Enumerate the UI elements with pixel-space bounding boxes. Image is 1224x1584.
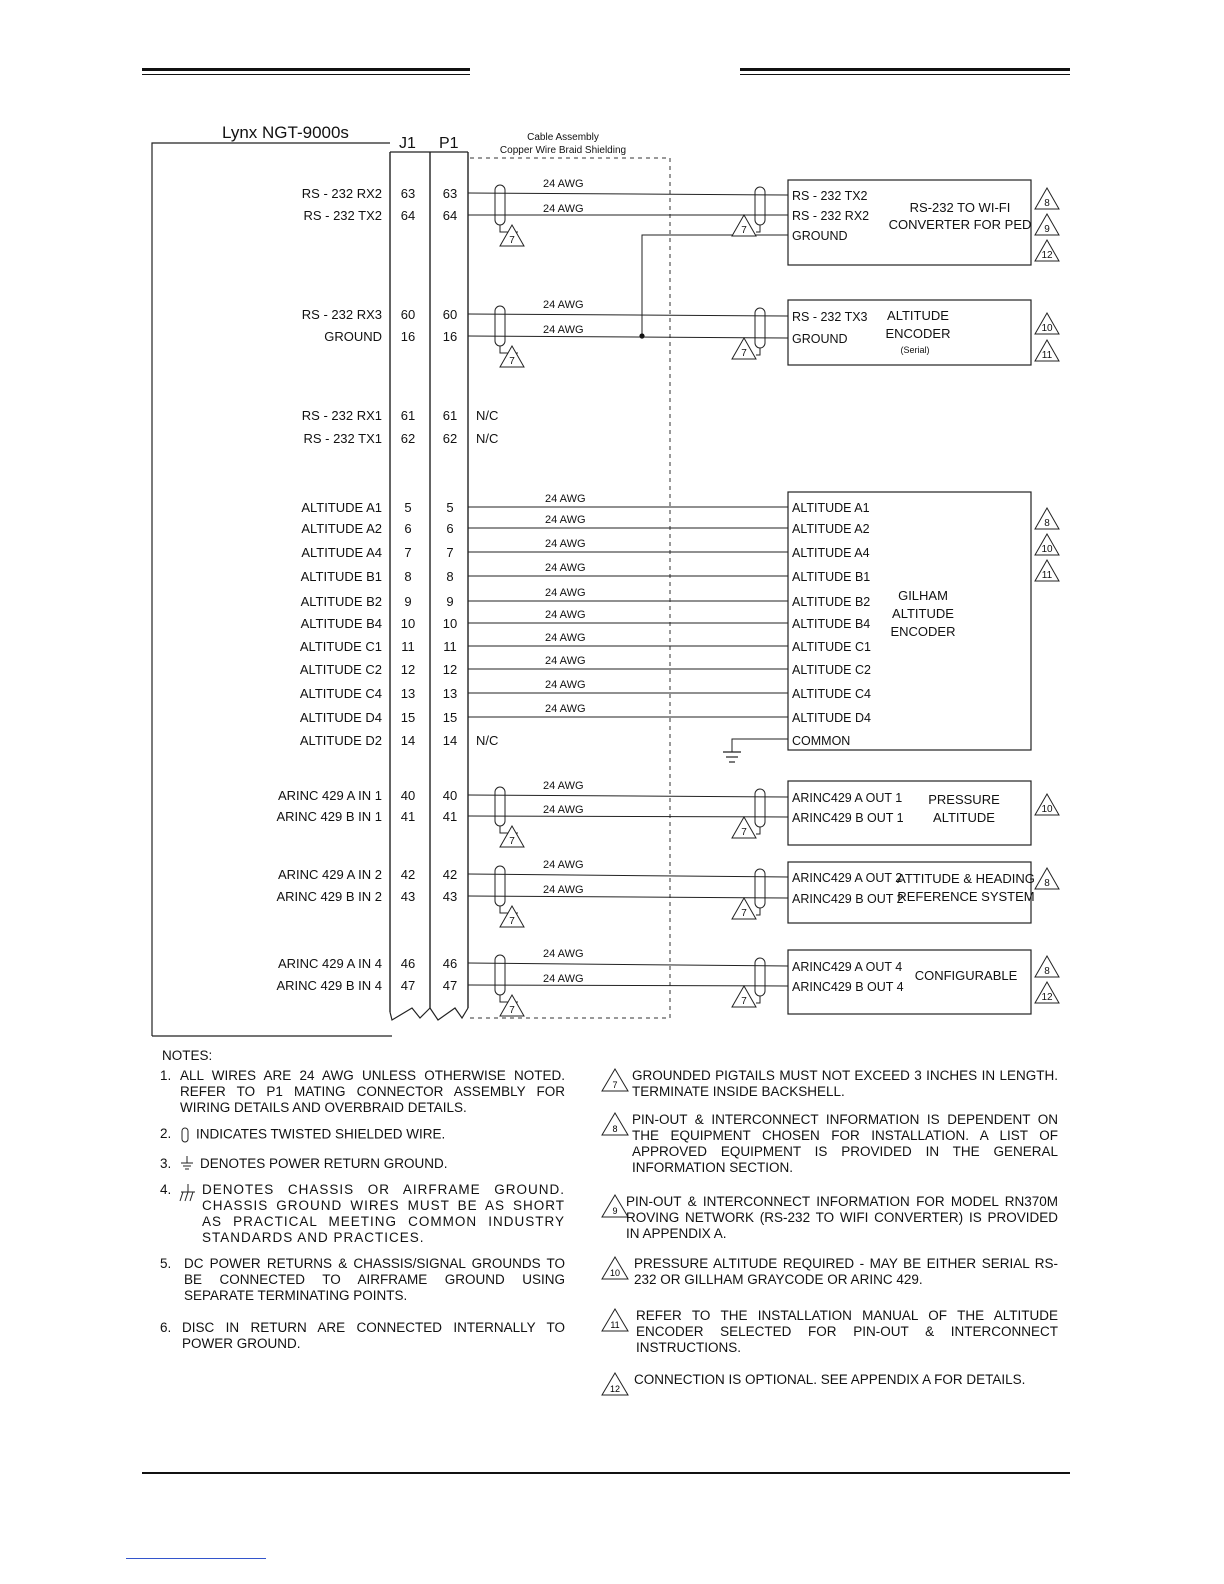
pigtail-note-triangle — [732, 986, 756, 1007]
p1-pin-number: 43 — [442, 889, 458, 904]
triangle-icon — [600, 1068, 630, 1092]
twisted-shielded-wire-icon — [755, 958, 765, 996]
j1-pin-number: 11 — [401, 639, 415, 654]
twisted-shielded-wire-icon — [495, 306, 505, 346]
j1-pin-number: 42 — [400, 867, 416, 882]
pin-signal-name: GROUND — [324, 329, 382, 344]
equipment-title: REFERENCE SYSTEM — [897, 889, 1035, 904]
wire-gauge-label: 24 AWG — [545, 655, 586, 667]
equipment-note-triangle — [1035, 794, 1059, 815]
wire-gauge-label: 24 AWG — [545, 703, 586, 715]
triangle-icon — [600, 1308, 630, 1332]
grounded-pigtail — [756, 225, 760, 232]
equipment-pin-name: ALTITUDE B2 — [792, 595, 871, 609]
equipment-arinc4 — [788, 950, 1031, 1014]
grounded-pigtail — [756, 908, 760, 915]
note-text: DENOTES POWER RETURN GROUND. — [200, 1156, 448, 1171]
note-ref-number: 7 — [509, 836, 515, 847]
pin-signal-name: ALTITUDE A4 — [301, 545, 382, 560]
equipment-pin-name: ALTITUDE A2 — [792, 522, 870, 536]
wire-gauge-label: 24 AWG — [543, 948, 584, 960]
wire — [468, 963, 788, 966]
equipment-title: ENCODER — [890, 624, 956, 639]
equipment-title: GILHAM — [898, 588, 948, 603]
pin-signal-name: ALTITUDE A2 — [301, 521, 382, 536]
wire-gauge-label: 24 AWG — [545, 538, 586, 550]
pigtail-note-triangle — [732, 817, 756, 838]
p1-pin-number: 60 — [442, 307, 458, 322]
wire-gauge-label: 24 AWG — [545, 562, 586, 574]
p1-pin-number: 7 — [446, 545, 454, 560]
wire-gauge-label: 24 AWG — [543, 973, 584, 985]
p1-pin-number: 6 — [446, 521, 454, 536]
equipment-pin-name: COMMON — [792, 734, 851, 748]
p1-pin-number: 61 — [442, 408, 458, 423]
j1-label: J1 — [399, 135, 416, 152]
equipment-note-triangle — [1035, 982, 1059, 1003]
equipment-pin-name: ALTITUDE C4 — [792, 687, 871, 701]
footer-rule — [142, 1472, 1070, 1474]
wire-gauge-label: 24 AWG — [543, 178, 584, 190]
equipment-note-triangle — [1035, 534, 1059, 555]
equipment-serial — [788, 300, 1031, 365]
pin-signal-name: ARINC 429 A IN 4 — [277, 956, 382, 971]
device-title: Lynx NGT-9000s — [222, 123, 349, 142]
j1-pin-number: 43 — [400, 889, 416, 904]
note-ref-number: 7 — [741, 996, 747, 1007]
p1-pin-number: 41 — [442, 809, 458, 824]
wire-gauge-label: 24 AWG — [543, 203, 584, 215]
equipment-note-triangle — [1035, 956, 1059, 977]
pin-signal-name: ARINC 429 A IN 2 — [277, 867, 382, 882]
p1-pin-number: 62 — [442, 431, 458, 446]
pin-signal-name: ALTITUDE B2 — [300, 594, 382, 609]
p1-pin-number: 42 — [442, 867, 458, 882]
equipment-note-triangle — [1035, 214, 1059, 235]
equipment-pin-name: ALTITUDE A1 — [792, 501, 870, 515]
note-ref-number: 7 — [741, 348, 747, 359]
pin-signal-name: ALTITUDE D2 — [299, 733, 382, 748]
note-number: 2. — [160, 1126, 172, 1141]
note-number: 5. — [160, 1256, 172, 1271]
wire — [468, 985, 788, 986]
note-ref-number: 10 — [1041, 804, 1053, 815]
equipment-pin-name: ALTITUDE C2 — [792, 663, 871, 677]
p1-pin-number: 15 — [442, 710, 458, 725]
pigtail-note-triangle — [500, 826, 524, 847]
note-ref-number: 7 — [509, 1005, 515, 1016]
pin-signal-name: ARINC 429 B IN 2 — [276, 889, 382, 904]
equipment-note-triangle — [1035, 340, 1059, 361]
note-ref-number: 8 — [1044, 198, 1050, 209]
j1-pin-number: 10 — [400, 616, 416, 631]
equipment-title: CONFIGURABLE — [914, 968, 1018, 983]
pin-signal-name: RS - 232 RX1 — [301, 408, 382, 423]
j1-pin-number: 6 — [404, 521, 412, 536]
power-ground-icon — [180, 1156, 194, 1172]
wire-gauge-label: 24 AWG — [543, 804, 584, 816]
j1-pin-number: 46 — [400, 956, 416, 971]
j1-pin-number: 5 — [404, 500, 412, 515]
j1-pin-number: 14 — [400, 733, 416, 748]
grounded-pigtail — [756, 348, 760, 355]
equipment-pin-name: ARINC429 B OUT 1 — [792, 811, 904, 825]
no-connect-label: N/C — [476, 408, 499, 423]
p1-pin-number: 11 — [443, 639, 457, 654]
equipment-note-triangle — [1035, 508, 1059, 529]
j1-pin-number: 13 — [400, 686, 416, 701]
pin-signal-name: ALTITUDE C4 — [299, 686, 382, 701]
equipment-title: ALTITUDE — [887, 308, 949, 323]
pigtail-note-triangle — [732, 215, 756, 236]
wire — [468, 816, 788, 817]
wire-gauge-label: 24 AWG — [545, 679, 586, 691]
note-number: 7 — [612, 1080, 618, 1090]
equipment-wifi — [788, 180, 1031, 265]
note-text: CONNECTION IS OPTIONAL. SEE APPENDIX A FOR DETAILS. — [634, 1372, 1026, 1387]
pin-signal-name: ALTITUDE C2 — [299, 662, 382, 677]
wire — [468, 795, 788, 797]
equipment-pin-name: ARINC429 A OUT 2 — [792, 871, 903, 885]
equipment-note-triangle — [1035, 313, 1059, 334]
p1-pin-number: 10 — [442, 616, 458, 631]
equipment-pin-name: RS - 232 TX2 — [792, 189, 868, 203]
note-text: DISC IN RETURN ARE CONNECTED INTERNALLY TO POWER GROUND. — [182, 1320, 565, 1351]
note-ref-number: 7 — [509, 356, 515, 367]
equipment-pin-name: ARINC429 A OUT 1 — [792, 791, 903, 805]
pigtail-note-triangle — [732, 898, 756, 919]
wire-gauge-label: 24 AWG — [543, 884, 584, 896]
pin-signal-name: ARINC 429 B IN 1 — [276, 809, 382, 824]
wire-gauge-label: 24 AWG — [545, 632, 586, 644]
cable-label-2: Copper Wire Braid Shielding — [499, 145, 627, 156]
wire — [468, 193, 788, 195]
equipment-pin-name: ALTITUDE C1 — [792, 640, 871, 654]
equipment-title: RS-232 TO WI-FI — [909, 200, 1011, 215]
note-number: 1. — [160, 1068, 172, 1083]
equipment-pin-name: GROUND — [792, 332, 848, 346]
pigtail-note-triangle — [500, 906, 524, 927]
pin-signal-name: ALTITUDE A1 — [301, 500, 382, 515]
p1-pin-number: 13 — [442, 686, 458, 701]
j1-pin-number: 15 — [400, 710, 416, 725]
note-text: DC POWER RETURNS & CHASSIS/SIGNAL GROUNDS TO BE CONNECTED TO AIRFRAME GROUND USING SEPARATE TERMINATING POINTS. — [184, 1256, 565, 1303]
connector-break — [390, 1008, 430, 1020]
equipment-pin-name: ALTITUDE B4 — [792, 617, 871, 631]
note-ref-number: 10 — [1041, 323, 1053, 334]
note-ref-number: 7 — [509, 916, 515, 927]
equipment-note-triangle — [1035, 240, 1059, 261]
p1-pin-number: 12 — [442, 662, 458, 677]
pin-signal-name: RS - 232 RX2 — [301, 186, 382, 201]
note-number: 6. — [160, 1320, 172, 1335]
j1-pin-number: 12 — [400, 662, 416, 677]
note-text: REFER TO THE INSTALLATION MANUAL OF THE ALTITUDE ENCODER SELECTED FOR PIN-OUT & INTERCONNECT INSTRUCTIONS. — [636, 1308, 1058, 1355]
pigtail-note-triangle — [732, 338, 756, 359]
cable-label-1: Cable Assembly — [527, 132, 599, 143]
wire-gauge-label: 24 AWG — [543, 299, 584, 311]
twisted-shielded-wire-icon — [180, 1126, 190, 1144]
pigtail-note-triangle — [500, 225, 524, 246]
p1-pin-number: 40 — [442, 788, 458, 803]
grounded-pigtail — [756, 827, 760, 834]
note-text: INDICATES TWISTED SHIELDED WIRE. — [196, 1126, 446, 1142]
ground-jumper-wire — [642, 235, 788, 336]
wire — [468, 896, 788, 898]
twisted-shielded-wire-icon — [755, 308, 765, 348]
note-ref-number: 7 — [741, 827, 747, 838]
wire-gauge-label: 24 AWG — [545, 587, 586, 599]
wire — [468, 874, 788, 877]
equipment-title: ATTITUDE & HEADING — [897, 871, 1035, 886]
twisted-shielded-wire-icon — [495, 787, 505, 826]
twisted-shielded-wire-icon — [755, 789, 765, 827]
note-number: 9 — [612, 1206, 618, 1216]
equipment-note-triangle — [1035, 188, 1059, 209]
note-text: PIN-OUT & INTERCONNECT INFORMATION IS DEPENDENT ON THE EQUIPMENT CHOSEN FOR INSTALLATION. A LIST OF APPROVED EQUIPMENT IS PROVIDED IN THE GENERAL INFORMATION SECTION. — [632, 1112, 1058, 1175]
j1-pin-number: 9 — [404, 594, 412, 609]
j1-pin-number: 64 — [400, 208, 416, 223]
pin-signal-name: ALTITUDE B1 — [300, 569, 382, 584]
equipment-pin-name: RS - 232 RX2 — [792, 209, 870, 223]
j1-pin-number: 40 — [400, 788, 416, 803]
note-ref-number: 8 — [1044, 878, 1050, 889]
p1-pin-number: 64 — [442, 208, 458, 223]
pin-signal-name: RS - 232 TX2 — [303, 208, 382, 223]
notes-heading: NOTES: — [162, 1048, 213, 1063]
p1-pin-number: 14 — [442, 733, 458, 748]
note-ref-number: 8 — [1044, 966, 1050, 977]
equipment-note-triangle — [1035, 868, 1059, 889]
wire — [468, 336, 788, 338]
power-ground-icon — [723, 752, 741, 762]
p1-pin-number: 9 — [446, 594, 454, 609]
no-connect-label: N/C — [476, 431, 499, 446]
p1-pin-number: 5 — [446, 500, 454, 515]
ground-junction-dot — [639, 333, 644, 338]
note-ref-number: 11 — [1041, 350, 1053, 361]
j1-pin-number: 62 — [400, 431, 416, 446]
note-number: 12 — [609, 1384, 621, 1394]
note-text: PRESSURE ALTITUDE REQUIRED - MAY BE EITHER SERIAL RS-232 OR GILLHAM GRAYCODE OR ARINC 429. — [634, 1256, 1058, 1287]
equipment-pin-name: ALTITUDE B1 — [792, 570, 871, 584]
pin-signal-name: ALTITUDE C1 — [299, 639, 382, 654]
note-ref-number: 7 — [741, 225, 747, 236]
twisted-shielded-wire-icon — [495, 866, 505, 906]
footer-link-underline — [126, 1558, 266, 1559]
p1-pin-number: 46 — [442, 956, 458, 971]
note-ref-number: 12 — [1041, 992, 1053, 1003]
j1-pin-number: 7 — [404, 545, 412, 560]
equipment-title: CONVERTER FOR PED — [888, 217, 1032, 232]
equipment-title: ALTITUDE — [933, 810, 995, 825]
note-text: DENOTES CHASSIS OR AIRFRAME GROUND. CHASSIS GROUND WIRES MUST BE AS SHORT AS PRACTICAL MEETING COMMON INDUSTRY STANDARDS AND PRACTICES. — [202, 1182, 565, 1245]
p1-pin-number: 47 — [442, 978, 458, 993]
wire-gauge-label: 24 AWG — [545, 514, 586, 526]
equipment-pin-name: ARINC429 B OUT 4 — [792, 980, 904, 994]
equipment-subtitle: (Serial) — [900, 345, 930, 355]
j1-pin-number: 63 — [400, 186, 416, 201]
note-text: PIN-OUT & INTERCONNECT INFORMATION FOR MODEL RN370M ROVING NETWORK (RS-232 TO WIFI CONVERTER) IS PROVIDED IN APPENDIX A. — [626, 1194, 1058, 1241]
note-ref-number: 11 — [1041, 570, 1053, 581]
j1-pin-number: 60 — [400, 307, 416, 322]
chassis-ground-icon — [178, 1184, 196, 1204]
equipment-pin-name: ARINC429 B OUT 2 — [792, 892, 904, 906]
triangle-icon — [600, 1372, 630, 1396]
wire — [468, 314, 788, 316]
j1-pin-number: 16 — [400, 329, 416, 344]
no-connect-label: N/C — [476, 733, 499, 748]
equipment-gilham — [788, 492, 1031, 750]
equipment-pin-name: ARINC429 A OUT 4 — [792, 960, 903, 974]
grounded-pigtail — [756, 996, 760, 1003]
pin-signal-name: RS - 232 TX1 — [303, 431, 382, 446]
p1-pin-number: 8 — [446, 569, 454, 584]
equipment-pin-name: ALTITUDE A4 — [792, 546, 870, 560]
note-ref-number: 10 — [1041, 544, 1053, 555]
twisted-shielded-wire-icon — [495, 185, 505, 225]
pigtail-note-triangle — [500, 346, 524, 367]
note-number: 4. — [160, 1182, 172, 1197]
note-number: 10 — [609, 1268, 621, 1278]
pin-signal-name: ARINC 429 B IN 4 — [276, 978, 382, 993]
note-number: 8 — [612, 1124, 618, 1134]
pin-signal-name: RS - 232 RX3 — [301, 307, 382, 322]
note-ref-number: 8 — [1044, 518, 1050, 529]
note-number: 11 — [610, 1320, 620, 1330]
note-number: 3. — [160, 1156, 172, 1171]
equipment-arinc2 — [788, 862, 1035, 923]
equipment-title: ENCODER — [885, 326, 951, 341]
twisted-shielded-wire-icon — [495, 955, 505, 995]
wire-gauge-label: 24 AWG — [543, 859, 584, 871]
twisted-shielded-wire-icon — [755, 869, 765, 908]
wire-gauge-label: 24 AWG — [545, 609, 586, 621]
triangle-icon — [600, 1256, 630, 1280]
equipment-pin-name: ALTITUDE D4 — [792, 711, 871, 725]
p1-pin-number: 16 — [442, 329, 458, 344]
wire-gauge-label: 24 AWG — [543, 324, 584, 336]
common-ground-wire — [732, 739, 788, 752]
equipment-arinc1 — [788, 781, 1031, 845]
p1-label: P1 — [439, 135, 459, 152]
note-ref-number: 7 — [741, 908, 747, 919]
note-ref-number: 7 — [509, 235, 515, 246]
pin-signal-name: ALTITUDE B4 — [300, 616, 382, 631]
twisted-shielded-wire-icon — [755, 187, 765, 225]
j1-pin-number: 41 — [400, 809, 416, 824]
wire-gauge-label: 24 AWG — [543, 780, 584, 792]
p1-pin-number: 63 — [442, 186, 458, 201]
pigtail-note-triangle — [500, 995, 524, 1016]
equipment-title: PRESSURE — [928, 792, 1000, 807]
pin-signal-name: ARINC 429 A IN 1 — [277, 788, 382, 803]
wire-gauge-label: 24 AWG — [545, 493, 586, 505]
j1-pin-number: 47 — [400, 978, 416, 993]
note-text: ALL WIRES ARE 24 AWG UNLESS OTHERWISE NOTED. REFER TO P1 MATING CONNECTOR ASSEMBLY FOR WIRING DETAILS AND OVERBRAID DETAILS. — [180, 1068, 565, 1115]
note-ref-number: 12 — [1041, 250, 1053, 261]
equipment-pin-name: RS - 232 TX3 — [792, 310, 868, 324]
note-ref-number: 9 — [1044, 224, 1050, 235]
equipment-note-triangle — [1035, 560, 1059, 581]
triangle-icon — [600, 1112, 630, 1136]
equipment-pin-name: GROUND — [792, 229, 848, 243]
pin-signal-name: ALTITUDE D4 — [299, 710, 382, 725]
j1-pin-number: 8 — [404, 569, 412, 584]
note-text: GROUNDED PIGTAILS MUST NOT EXCEED 3 INCHES IN LENGTH. TERMINATE INSIDE BACKSHELL. — [632, 1068, 1058, 1099]
equipment-title: ALTITUDE — [892, 606, 954, 621]
j1-pin-number: 61 — [400, 408, 416, 423]
